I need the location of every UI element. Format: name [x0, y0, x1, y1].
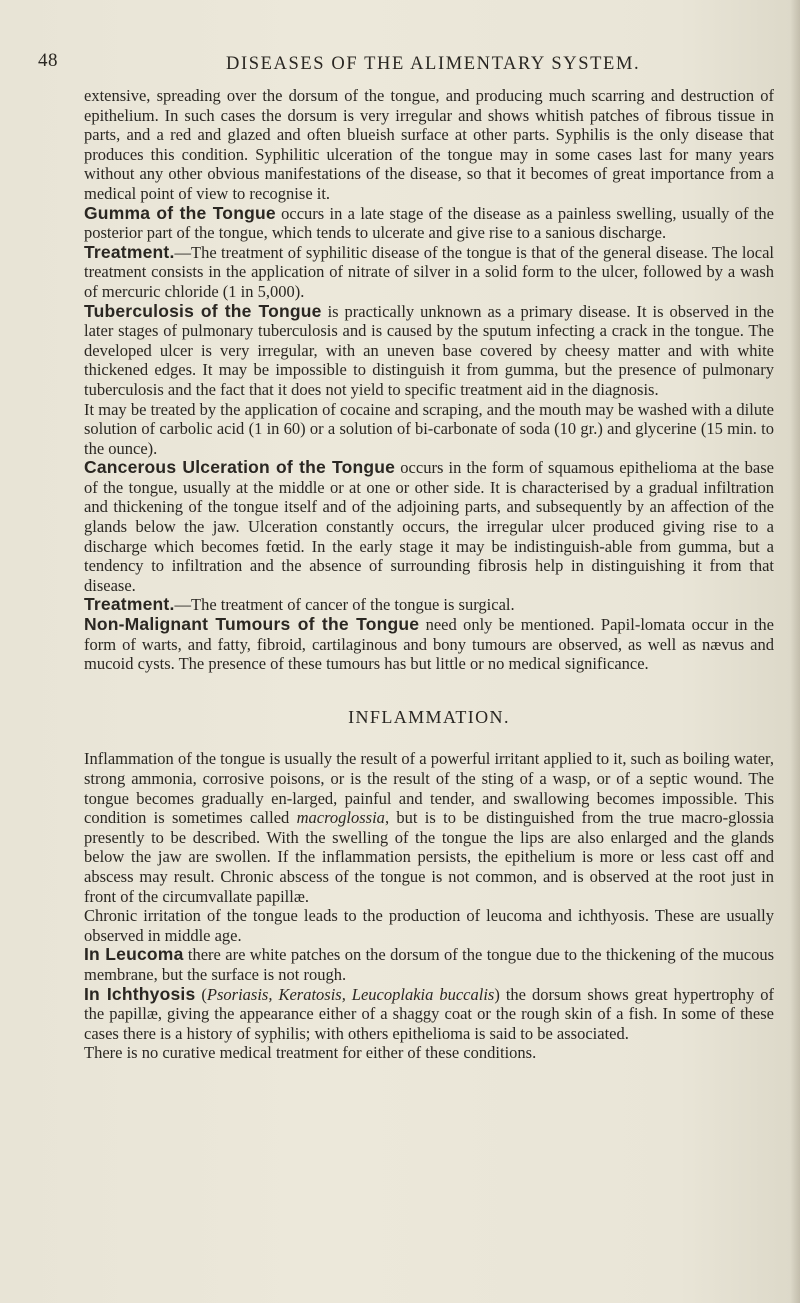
paragraph-heading: In Ichthyosis — [84, 983, 196, 1004]
paragraph-text: need only be mentioned. Papil-lomata occur in the form of warts, and fatty, fibroid, cartilaginous and bony tumours are observed, as well as nævus and mucoid cysts. The presence of these tumours has but little or no medical significance. — [84, 615, 774, 674]
paragraph-text: ( — [195, 984, 207, 1004]
paragraph-heading: Treatment. — [84, 594, 175, 615]
paragraph-heading: Tuberculosis of the Tongue — [84, 300, 322, 321]
paragraph — [84, 615, 774, 674]
paragraph-heading: Gumma of the Tongue — [84, 202, 276, 223]
paragraph — [84, 906, 774, 945]
paragraph-text: there are white patches on the dorsum of the tongue due to the thickening of the mucous membrane, but the surface is not rough. — [84, 945, 774, 984]
italic-term: Psoriasis, Keratosis, Leucoplakia buccalis — [206, 984, 495, 1004]
paragraph-text: ) the dorsum shows great hypertrophy of the papillæ, giving the appearance either of a shaggy coat or the rough skin of a fish. In some of these cases there is a history of syphilis; with others epithelioma is said to be associated. — [84, 984, 774, 1043]
paragraph — [84, 595, 774, 615]
paragraph-text: —The treatment of cancer of the tongue is surgical. — [174, 595, 515, 615]
italic-term: macroglossia — [296, 808, 385, 828]
paragraph-heading: Non-Malignant Tumours of the Tongue — [84, 614, 420, 635]
paragraph-text: extensive, spreading over the dorsum of the tongue, and producing much scarring and destruction of epithelium. In such cases the dorsum is very irregular and shows whitish patches of fibrous tissue in parts, and a red and glazed and often blueish surface at other parts. Syphilis is the only disease that produces this condition. Syphilitic ulceration of the tongue may in some cases last for many years without any other obvious manifestations of the disease, so that it becomes of great importance from a medical point of view to recognise it. — [84, 86, 774, 203]
paragraph — [84, 1043, 774, 1063]
paragraph-text: occurs in the form of squamous epithelioma at the base of the tongue, usually at the middle or at one or other side. It is characterised by a gradual infiltration and thickening of the tongue itself and of the adjoining parts, and subsequently by an affection of the glands below the jaw. Ulceration constantly occurs, the irregular ulcer produced giving rise to a discharge which becomes fœtid. In the early stage it may be indistinguish-able from gumma, but a tendency to infiltration and the absence of surrounding fibrosis help in distinguishing it from that disease. — [84, 458, 774, 595]
paragraph-text: Chronic irritation of the tongue leads to the production of leucoma and ichthyosis. These are usually observed in middle age. — [84, 906, 774, 945]
page-number: 48 — [38, 50, 58, 71]
paragraph — [84, 458, 774, 595]
paragraph-text: occurs in a late stage of the disease as a painless swelling, usually of the posterior part of the tongue, which tends to ulcerate and give rise to a sanious discharge. — [84, 203, 774, 243]
paragraph — [84, 86, 774, 204]
paragraph — [84, 204, 774, 243]
page-edge-shadow — [790, 0, 800, 1303]
paragraph — [84, 302, 774, 400]
paragraph-text: It may be treated by the application of cocaine and scraping, and the mouth may be washed with a dilute solution of carbolic acid (1 in 60) or a solution of bi-carbonate of soda (10 gr.) and glycerine (15 min. to the ounce). — [84, 399, 774, 458]
paragraph-text: is practically unknown as a primary disease. It is observed in the later stages of pulmonary tuberculosis and is caused by the sputum infecting a crack in the tongue. The developed ulcer is very irregular, with an uneven base covered by cheesy matter and with white thickened edges. It may be impossible to distinguish it from gumma, but the presence of pulmonary tuberculosis and the fact that it does not yield to specific treatment aid in the diagnosis. — [84, 301, 774, 399]
body-text — [84, 86, 774, 1063]
paragraph-heading: In Leucoma — [84, 944, 184, 965]
running-title: DISEASES OF THE ALIMENTARY SYSTEM. — [226, 54, 641, 74]
paragraph-text: , but is to be distinguished from the true macro-glossia presently to be described. With the swelling of the tongue the lips are also enlarged and the glands below the jaw are swollen. If the inflammation persists, the epithelium is more or less cast off and abscess may result. Chronic abscess of the tongue is not common, and is observed at the root just in front of the circumvallate papillæ. — [84, 808, 774, 906]
paragraph — [84, 749, 774, 906]
paragraph — [84, 243, 774, 302]
section-title: INFLAMMATION. — [348, 706, 510, 727]
paragraph — [84, 985, 774, 1044]
paragraph-text: —The treatment of syphilitic disease of the tongue is that of the general disease. The local treatment consists in the application of nitrate of silver in a solid form to the ulcer, followed by a wash of mercuric chloride (1 in 5,000). — [84, 242, 774, 301]
paragraph-heading: Treatment. — [84, 241, 175, 262]
paragraph-text: Inflammation of the tongue is usually the result of a powerful irritant applied to it, such as boiling water, strong ammonia, corrosive poisons, or is the result of the sting of a wasp, or of a septic wound. The tongue becomes gradually en-larged, painful and tender, and swallowing becomes impossible. This condition is sometimes called — [84, 749, 774, 828]
paragraph-text: There is no curative medical treatment for either of these conditions. — [84, 1043, 537, 1063]
paragraph-heading: Cancerous Ulceration of the Tongue — [84, 457, 396, 478]
paragraph — [84, 400, 774, 459]
paragraph — [84, 945, 774, 984]
